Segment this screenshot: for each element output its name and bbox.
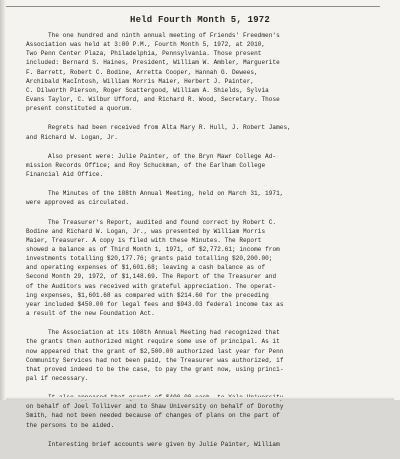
minutes-heading: Held Fourth Month 5, 1972 xyxy=(0,15,400,25)
paragraph-treasurer-report: The Treasurer's Report, audited and found correct by Robert C. Bodine and Richard W. Logan, Jr., was presented by William Morris Maier, Treasurer. A copy is filed with these Minutes. The Report showed a balance as of Third Month 1, 1971, of $2,772.61; income from investments totalling $20,177.76; grants paid totalling $20,200.00; and operating expenses of $1,601.68; leaving a cash balance as of Second Month 29, 1972, of $1,148.69. The Report of the Treasurer and of the Auditors was received with grateful appreciation. The operat- ing expenses, $1,601.68 as compared with $214.60 for the preceding year included $450.00 for legal fees and $943.03 federal income tax as a result of the new Foundation Act. xyxy=(26,218,284,318)
minutes-body xyxy=(26,31,378,459)
paragraph-attendance: The one hundred and ninth annual meeting of Friends' Freedmen's Association was held at 3:00 P.M., Fourth Month 5, 1972, at 2010, Two Penn Center Plaza, Philadelphia, Pennsylvania. Those present included: Bernard S. Haines, President, William W. Ambler, Marguerite F. Barrett, Robert C. Bodine, Arretta Cooper, Hannah G. Dewees, Archibald MacIntosh, William Morris Maier, Herbert J. Painter, C. Dilworth Pierson, Roger Scattergood, William A. Shields, Sylvia Evans Taylor, C. Wilbur Ufford, and Richard R. Wood, Secretary. Those present constituted a quorum. xyxy=(26,32,280,113)
paragraph-accounts: Interesting brief accounts were given by Julie Painter, William xyxy=(48,440,280,448)
paragraph-regrets: Regrets had been received from Alta Mary R. Hull, J. Robert James, and Richard W. Logan, Jr. xyxy=(26,124,291,141)
paragraph-grants-principal: The Association at its 108th Annual Meeting had recognized that the grants then authorized might require some use of principal. As it now appeared that the grant of $2,500.00 authorized last year for Penn Community Services had not been paid, the Treasurer was authorized, if that proved indeed to be the case, to pay the grant now, using princi- pal if necessary. xyxy=(26,329,284,382)
paragraph-minutes-approved: The Minutes of the 108th Annual Meeting, held on March 31, 1971, were approved as circulated. xyxy=(26,190,284,207)
paragraph-unused-grants: on behalf of Joel Tolliver and to Shaw University on behalf of Dorothy Smith, had not been needed because of changes of plans on the part of the persons to be aided. xyxy=(26,403,284,429)
paragraph-also-present: Also present were: Julie Painter, of the Bryn Mawr College Ad- mission Records Office; and Roy Schuckman, of the Earlham College Financial Aid Office. xyxy=(26,152,277,179)
